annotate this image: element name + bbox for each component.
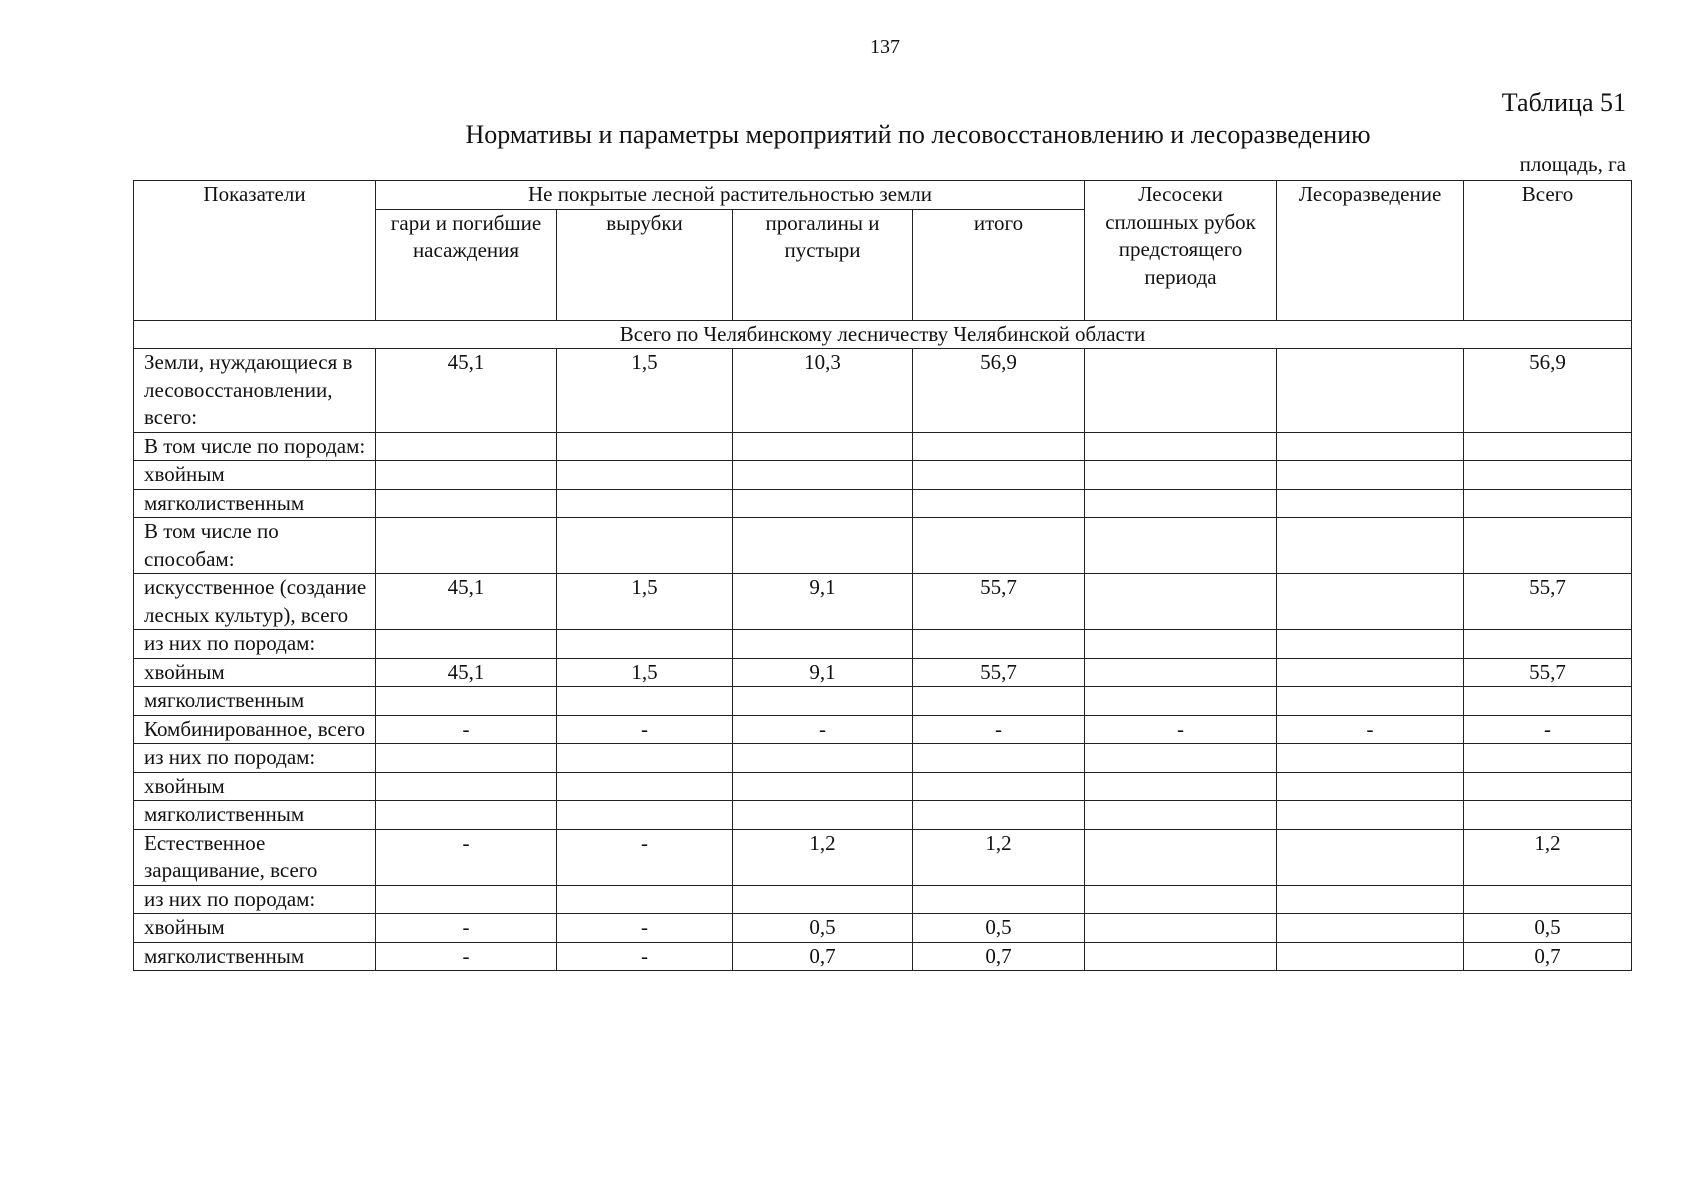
cell-afforestation [1277,885,1464,914]
cell-burns [376,432,557,461]
cell-burns: - [376,914,557,943]
cell-clearings: - [557,829,733,885]
table-row [134,914,1632,943]
cell-subtotal: 1,2 [913,829,1085,885]
cell-logging [1085,461,1277,490]
row-label: Земли, нуждающиеся в лесовосстановлении, всего: [134,349,376,433]
cell-burns: - [376,829,557,885]
row-label: хвойным [134,461,376,490]
cell-subtotal [913,461,1085,490]
header-logging: Лесосеки сплошных рубок предстоящего периода [1085,181,1277,321]
header-indicators: Показатели [134,181,376,321]
cell-subtotal [913,489,1085,518]
cell-logging [1085,658,1277,687]
cell-burns [376,885,557,914]
cell-glades: - [733,715,913,744]
cell-subtotal: 0,7 [913,942,1085,971]
table-title [0,120,1698,150]
cell-clearings [557,432,733,461]
cell-glades [733,687,913,716]
row-label: мягколиственным [134,687,376,716]
cell-glades [733,885,913,914]
cell-subtotal: - [913,715,1085,744]
cell-afforestation [1277,518,1464,574]
cell-afforestation [1277,461,1464,490]
cell-subtotal [913,432,1085,461]
cell-glades: 9,1 [733,574,913,630]
cell-afforestation [1277,658,1464,687]
header-afforestation: Лесоразведение [1277,181,1464,321]
table-label: Таблица 51 [1501,88,1626,117]
cell-clearings: - [557,942,733,971]
cell-burns: 45,1 [376,349,557,433]
region-row [134,320,1632,349]
cell-burns [376,489,557,518]
cell-afforestation [1277,801,1464,830]
cell-afforestation [1277,574,1464,630]
header-row-1 [134,181,1632,210]
row-label: искусственное (создание лесных культур), всего [134,574,376,630]
header-not-covered: Не покрытые лесной растительностью земли [376,181,1085,210]
cell-afforestation [1277,914,1464,943]
cell-logging [1085,489,1277,518]
header-total: Всего [1464,181,1632,321]
cell-burns [376,461,557,490]
page-number: 137 [870,36,900,58]
cell-clearings [557,772,733,801]
cell-logging [1085,942,1277,971]
cell-clearings: - [557,715,733,744]
cell-logging [1085,801,1277,830]
cell-burns: 45,1 [376,658,557,687]
table-row [134,942,1632,971]
cell-subtotal [913,885,1085,914]
cell-glades: 0,7 [733,942,913,971]
cell-glades: 9,1 [733,658,913,687]
cell-burns: - [376,715,557,744]
row-label: Естественное заращивание, всего [134,829,376,885]
cell-logging [1085,630,1277,659]
cell-subtotal: 55,7 [913,658,1085,687]
reforestation-table [133,180,1632,971]
row-label: мягколиственным [134,801,376,830]
cell-total: - [1464,715,1632,744]
cell-logging [1085,829,1277,885]
row-label: хвойным [134,772,376,801]
row-label: мягколиственным [134,489,376,518]
row-label: В том числе по породам: [134,432,376,461]
cell-burns [376,772,557,801]
row-label: из них по породам: [134,744,376,773]
cell-total [1464,687,1632,716]
table-row [134,715,1632,744]
cell-burns: - [376,942,557,971]
header-glades: прогалины и пустыри [733,209,913,320]
cell-logging [1085,518,1277,574]
cell-subtotal [913,630,1085,659]
row-label: хвойным [134,914,376,943]
row-label: из них по породам: [134,630,376,659]
cell-glades [733,801,913,830]
table-row [134,687,1632,716]
header-subtotal: итого [913,209,1085,320]
cell-subtotal [913,772,1085,801]
table-row [134,349,1632,433]
cell-burns [376,630,557,659]
cell-total: 0,5 [1464,914,1632,943]
cell-total: 55,7 [1464,658,1632,687]
table-title-text: Нормативы и параметры мероприятий по лесовосстановлению и лесоразведению [465,120,1371,149]
cell-clearings [557,885,733,914]
cell-logging [1085,574,1277,630]
cell-afforestation [1277,432,1464,461]
cell-subtotal [913,687,1085,716]
row-label: из них по породам: [134,885,376,914]
cell-clearings [557,461,733,490]
cell-logging [1085,687,1277,716]
cell-subtotal: 56,9 [913,349,1085,433]
cell-subtotal [913,801,1085,830]
cell-subtotal: 55,7 [913,574,1085,630]
cell-total [1464,461,1632,490]
cell-clearings [557,489,733,518]
table-row [134,461,1632,490]
unit-label: площадь, га [1519,152,1626,176]
cell-burns [376,687,557,716]
cell-total [1464,489,1632,518]
cell-glades [733,772,913,801]
cell-afforestation [1277,744,1464,773]
cell-clearings: 1,5 [557,349,733,433]
cell-total: 55,7 [1464,574,1632,630]
cell-afforestation [1277,829,1464,885]
table-row [134,829,1632,885]
cell-glades [733,432,913,461]
row-label: Комбинированное, всего [134,715,376,744]
row-label: В том числе по способам: [134,518,376,574]
cell-glades [733,744,913,773]
cell-clearings: 1,5 [557,658,733,687]
cell-glades: 1,2 [733,829,913,885]
cell-clearings [557,630,733,659]
cell-burns [376,801,557,830]
cell-glades [733,461,913,490]
cell-glades: 0,5 [733,914,913,943]
cell-logging: - [1085,715,1277,744]
cell-glades [733,489,913,518]
cell-afforestation [1277,942,1464,971]
cell-total: 0,7 [1464,942,1632,971]
cell-logging [1085,349,1277,433]
cell-logging [1085,772,1277,801]
region-title: Всего по Челябинскому лесничеству Челябинской области [134,320,1632,349]
cell-total: 1,2 [1464,829,1632,885]
cell-total [1464,801,1632,830]
cell-afforestation [1277,630,1464,659]
table-row [134,885,1632,914]
cell-logging [1085,914,1277,943]
cell-subtotal: 0,5 [913,914,1085,943]
cell-glades [733,630,913,659]
table-row [134,432,1632,461]
cell-clearings [557,744,733,773]
cell-clearings: 1,5 [557,574,733,630]
cell-glades: 10,3 [733,349,913,433]
cell-total [1464,630,1632,659]
row-label: мягколиственным [134,942,376,971]
cell-clearings [557,687,733,716]
table-row [134,744,1632,773]
header-burns: гари и погибшие насаждения [376,209,557,320]
cell-total [1464,744,1632,773]
cell-total [1464,885,1632,914]
cell-subtotal [913,518,1085,574]
table-row [134,801,1632,830]
cell-afforestation [1277,687,1464,716]
header-clearings: вырубки [557,209,733,320]
table-row [134,772,1632,801]
cell-total [1464,432,1632,461]
cell-glades [733,518,913,574]
cell-clearings [557,518,733,574]
cell-logging [1085,432,1277,461]
cell-total [1464,518,1632,574]
row-label: хвойным [134,658,376,687]
cell-logging [1085,885,1277,914]
cell-afforestation [1277,772,1464,801]
cell-afforestation [1277,489,1464,518]
cell-burns [376,744,557,773]
cell-logging [1085,744,1277,773]
cell-total: 56,9 [1464,349,1632,433]
table-row [134,574,1632,630]
table-body [134,320,1632,971]
table-row [134,658,1632,687]
cell-clearings: - [557,914,733,943]
cell-burns [376,518,557,574]
cell-clearings [557,801,733,830]
cell-afforestation [1277,349,1464,433]
cell-subtotal [913,744,1085,773]
cell-total [1464,772,1632,801]
cell-afforestation: - [1277,715,1464,744]
cell-burns: 45,1 [376,574,557,630]
table-row [134,630,1632,659]
table-row [134,518,1632,574]
table-row [134,489,1632,518]
